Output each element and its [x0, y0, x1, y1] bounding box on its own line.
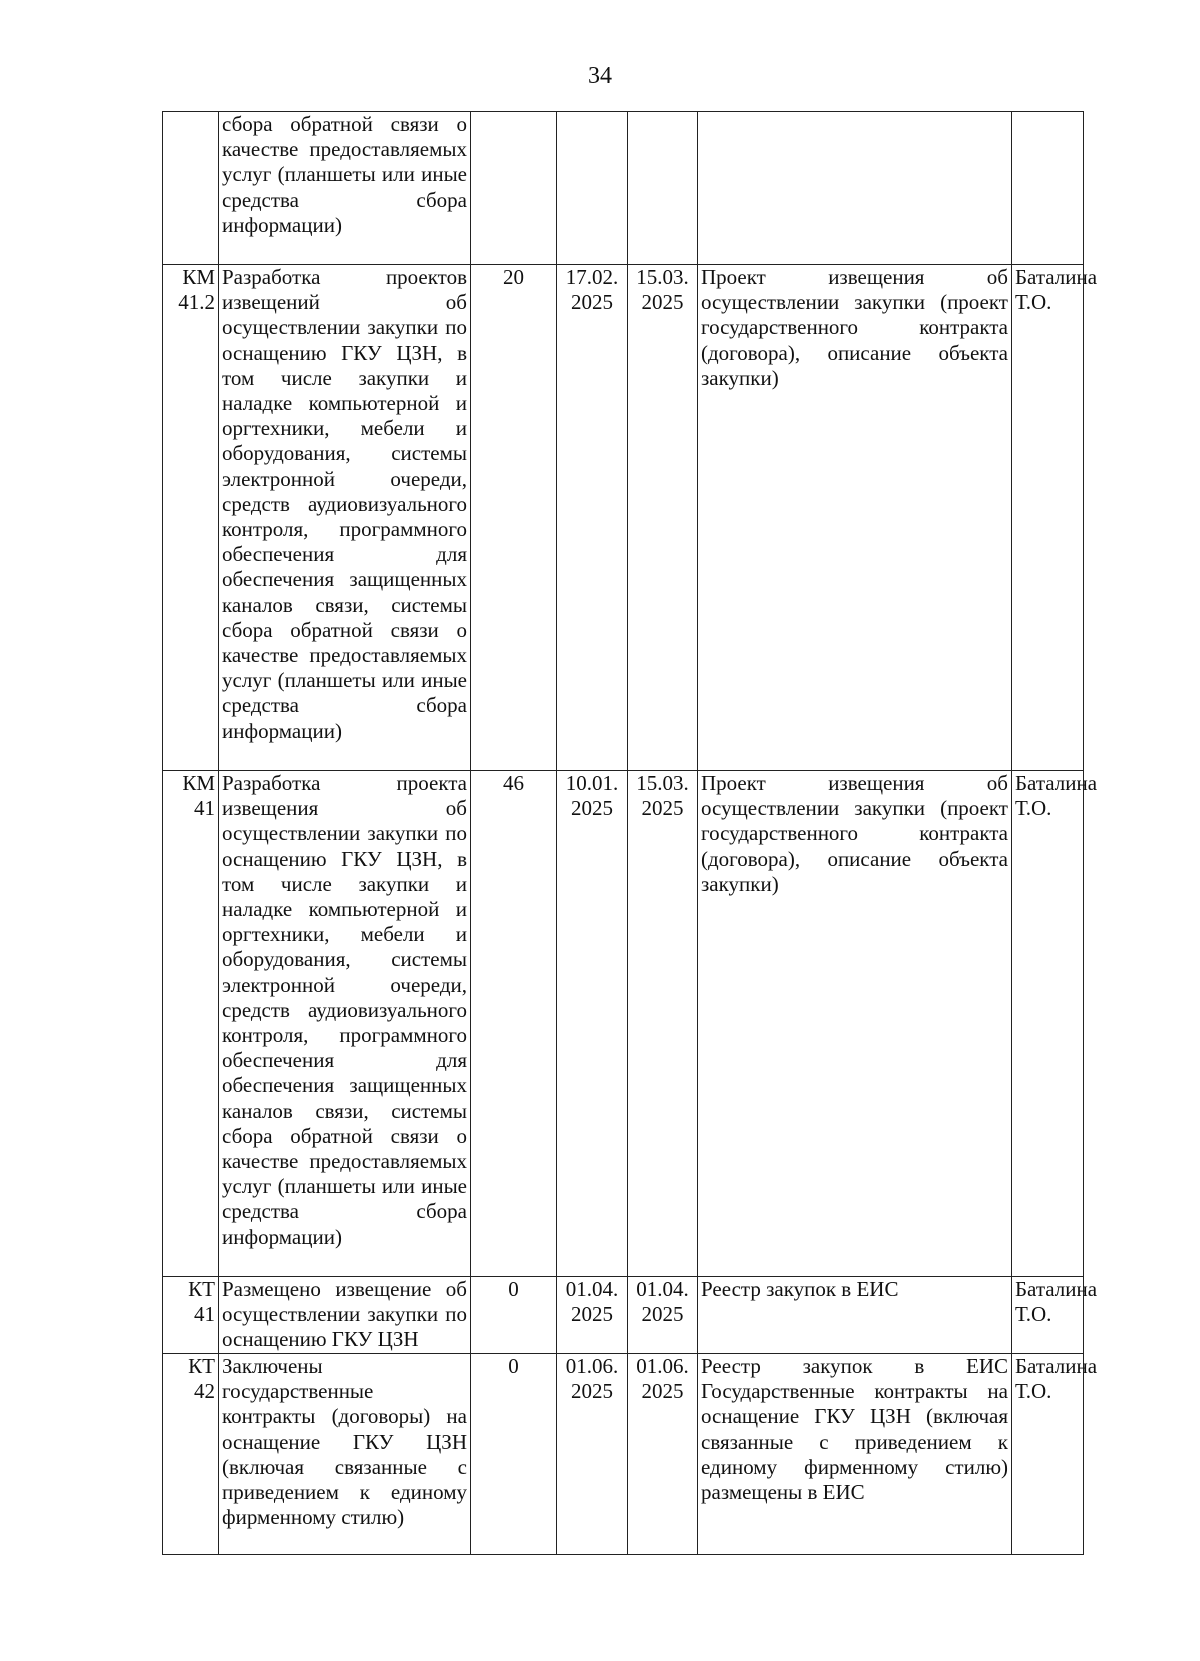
table-row [163, 265, 1084, 771]
row-code [163, 112, 219, 265]
row-code: КМ 41 [163, 771, 219, 1277]
row-code: КТ 42 [163, 1354, 219, 1555]
plan-table [162, 111, 1098, 1555]
table-row [163, 1277, 1084, 1354]
row-start-date: 01.04. 2025 [557, 1277, 628, 1354]
row-responsible: Баталина Т.О. [1012, 771, 1084, 1277]
table-row [163, 1354, 1084, 1555]
row-end-date [628, 112, 698, 265]
row-name: Заключены государственные контракты (договоры) на оснащение ГКУ ЦЗН (включая связанные с приведением к единому фирменному стилю) [219, 1354, 471, 1555]
row-start-date: 17.02. 2025 [557, 265, 628, 771]
row-result: Реестр закупок в ЕИС Государственные контракты на оснащение ГКУ ЦЗН (включая связанные с приведением к единому фирменному стилю) размещены в ЕИС [698, 1354, 1012, 1555]
row-end-date: 15.03. 2025 [628, 771, 698, 1277]
row-name: Разработка проектов извещений об осуществлении закупки по оснащению ГКУ ЦЗН, в том числе закупки и наладке компьютерной и оргтехники, мебели и оборудования, системы электронной очереди, средств аудиовизуального контроля, программного обеспечения для обеспечения защищенных каналов связи, системы сбора обратной связи о качестве предоставляемых услуг (планшеты или иные средства сбора информации) [219, 265, 471, 771]
row-start-date [557, 112, 628, 265]
row-name: Размещено извещение об осуществлении закупки по оснащению ГКУ ЦЗН [219, 1277, 471, 1354]
row-duration [471, 112, 557, 265]
row-result: Проект извещения об осуществлении закупки (проект государственного контракта (договора), описание объекта закупки) [698, 771, 1012, 1277]
row-end-date: 15.03. 2025 [628, 265, 698, 771]
row-end-date: 01.04. 2025 [628, 1277, 698, 1354]
row-duration: 0 [471, 1277, 557, 1354]
row-name: Разработка проекта извещения об осуществлении закупки по оснащению ГКУ ЦЗН, в том числе закупки и наладке компьютерной и оргтехники, мебели и оборудования, системы электронной очереди, средств аудиовизуального контроля, программного обеспечения для обеспечения защищенных каналов связи, системы сбора обратной связи о качестве предоставляемых услуг (планшеты или иные средства сбора информации) [219, 771, 471, 1277]
row-result: Реестр закупок в ЕИС [698, 1277, 1012, 1354]
row-responsible: Баталина Т.О. [1012, 265, 1084, 771]
row-code: КМ 41.2 [163, 265, 219, 771]
row-responsible [1012, 112, 1084, 265]
row-duration: 20 [471, 265, 557, 771]
row-name: сбора обратной связи о качестве предоставляемых услуг (планшеты или иные средства сбора информации) [219, 112, 471, 265]
row-code: КТ 41 [163, 1277, 219, 1354]
row-result: Проект извещения об осуществлении закупки (проект государственного контракта (договора), описание объекта закупки) [698, 265, 1012, 771]
row-responsible: Баталина Т.О. [1012, 1354, 1084, 1555]
row-end-date: 01.06. 2025 [628, 1354, 698, 1555]
row-start-date: 01.06. 2025 [557, 1354, 628, 1555]
row-duration: 46 [471, 771, 557, 1277]
row-duration: 0 [471, 1354, 557, 1555]
table-row [163, 771, 1084, 1277]
row-start-date: 10.01. 2025 [557, 771, 628, 1277]
table-row [163, 112, 1084, 265]
row-responsible: Баталина Т.О. [1012, 1277, 1084, 1354]
page-number: 34 [588, 63, 612, 89]
row-result [698, 112, 1012, 265]
